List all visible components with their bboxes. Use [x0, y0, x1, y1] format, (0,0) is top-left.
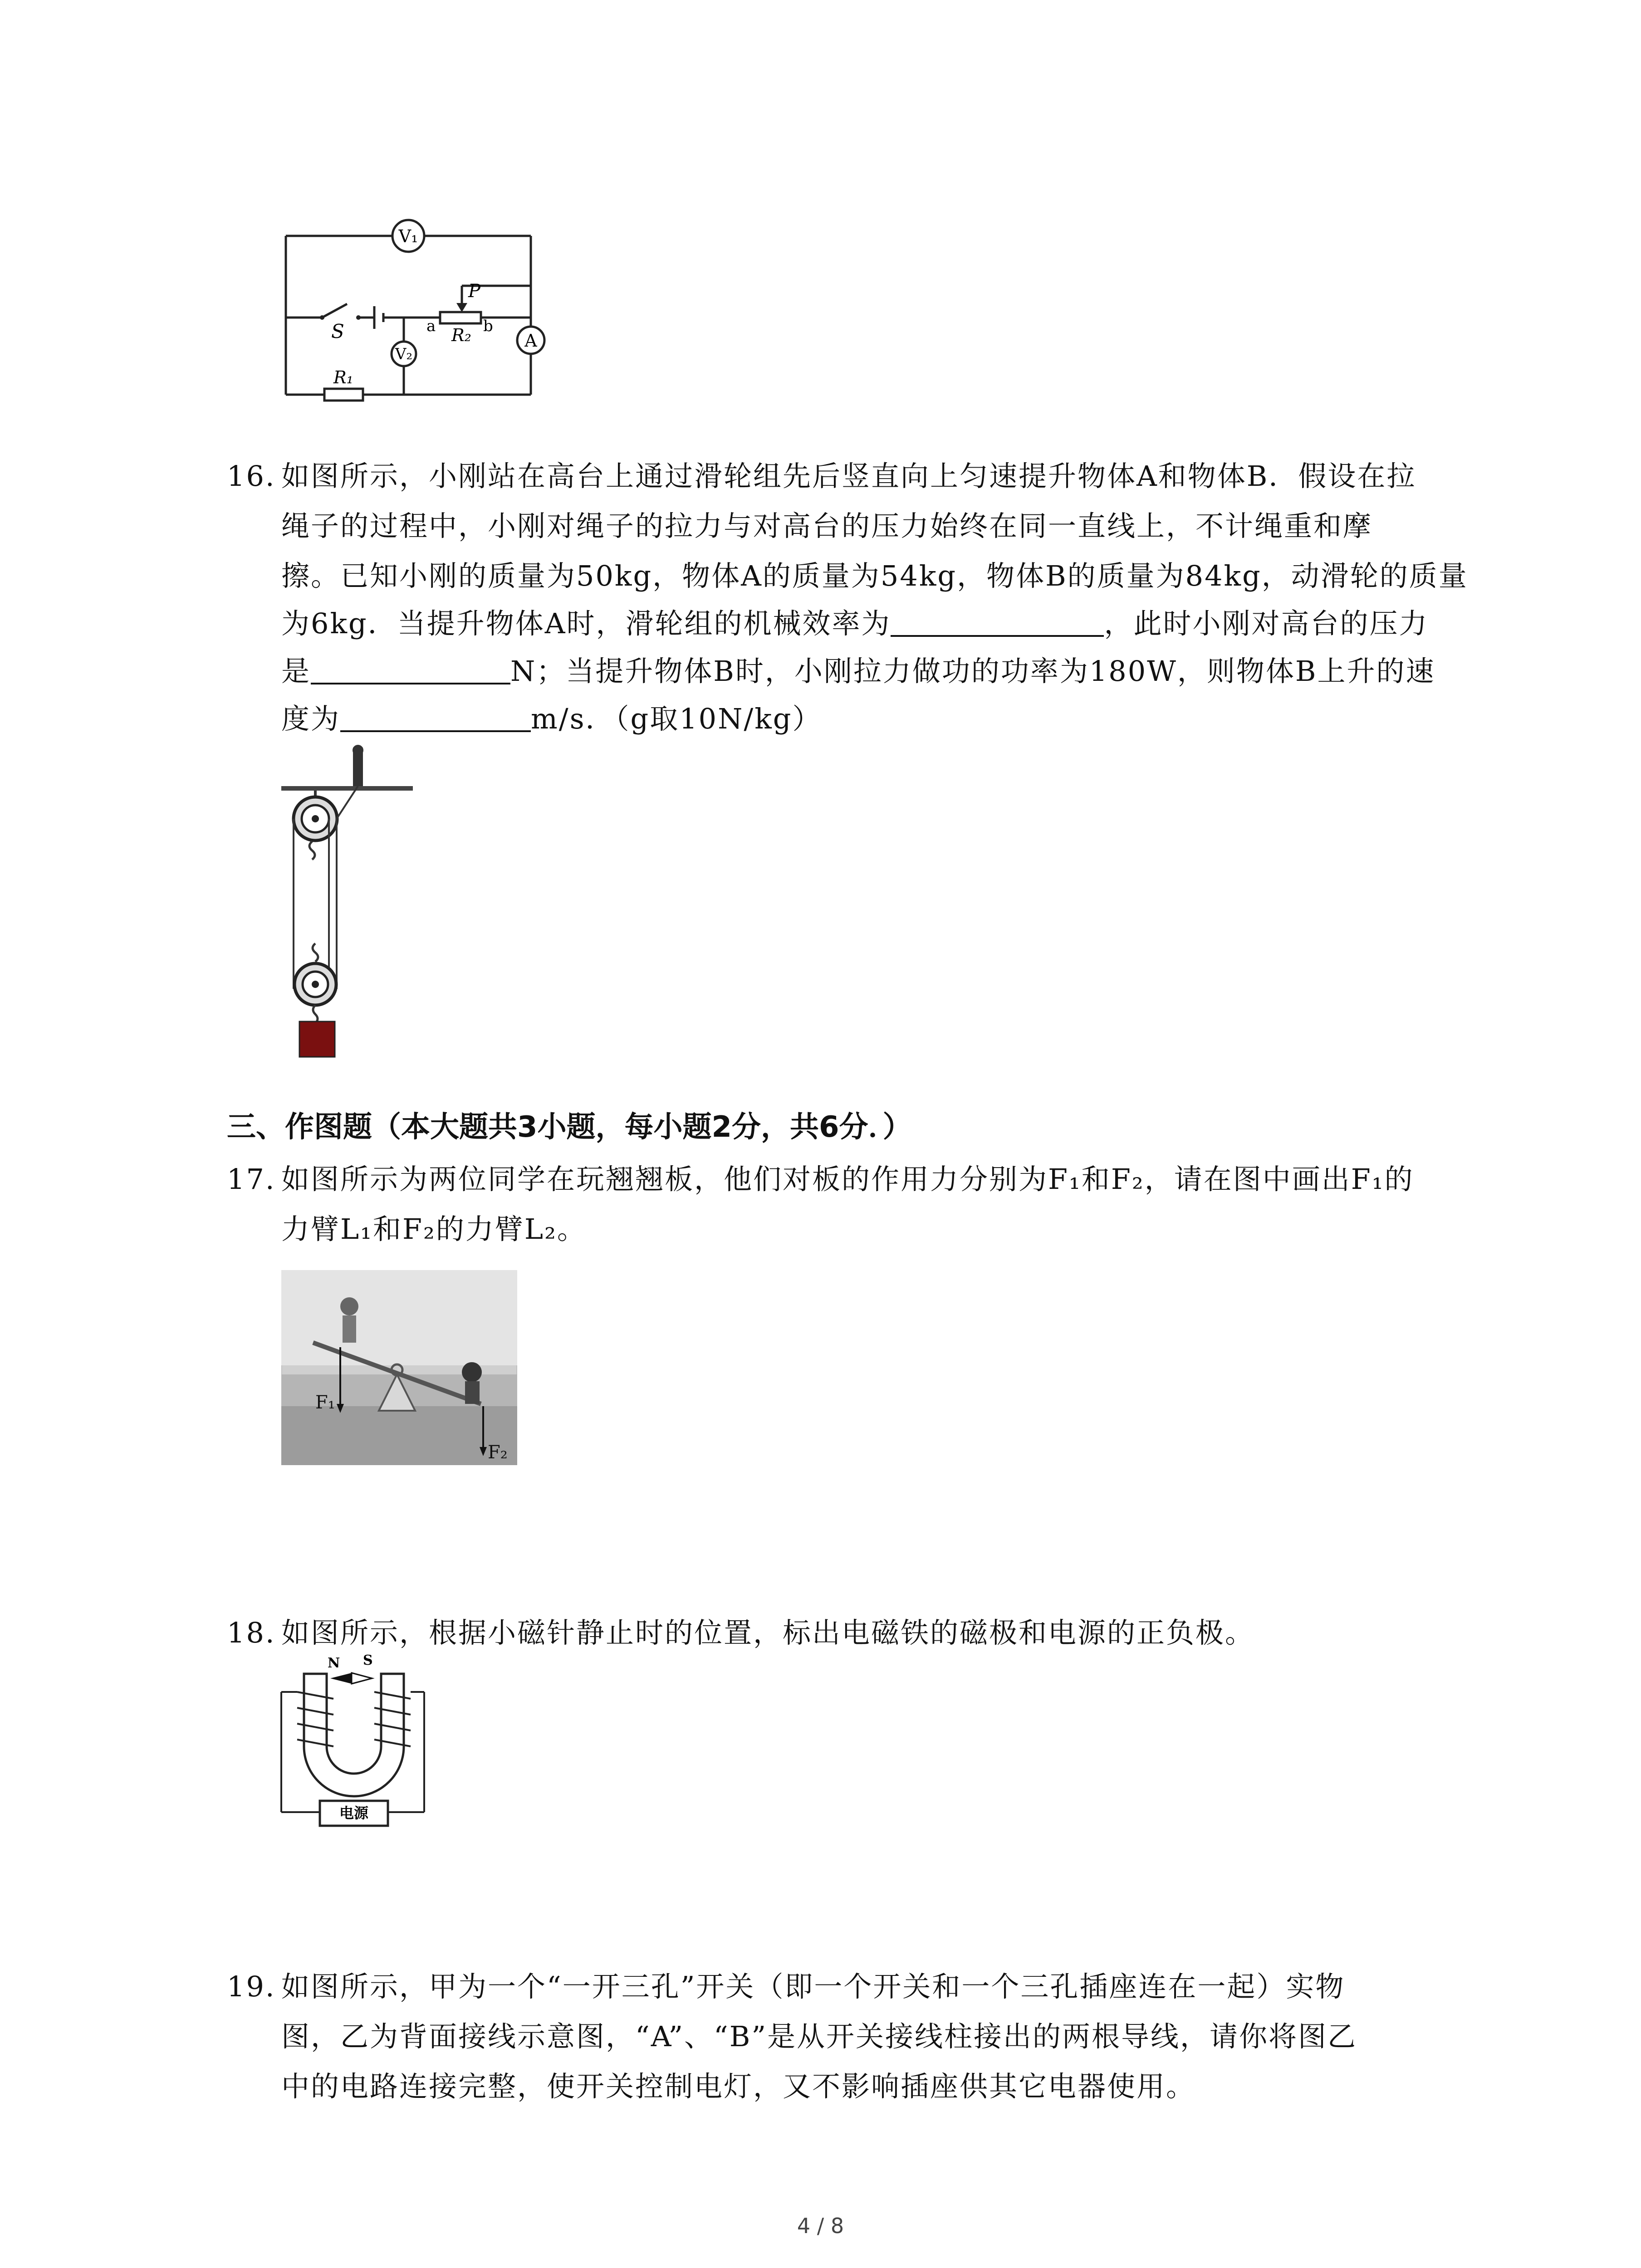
q18-number: 18. [227, 1616, 276, 1649]
q16-number: 16. [227, 459, 276, 493]
terminal-b-label: b [483, 317, 493, 335]
pulley-diagram [277, 744, 422, 1061]
answer-blank-efficiency[interactable] [891, 603, 1104, 637]
q19-number: 19. [227, 1970, 276, 2003]
q16-line4: 为6kg．当提升物体A时，滑轮组的机械效率为 ，此时小刚对高台的压力 [281, 599, 1506, 649]
electromagnet-diagram [277, 1651, 431, 1842]
f2-label: F₂ [488, 1442, 508, 1463]
q19-line2: 图，乙为背面接线示意图，“A”、“B”是从开关接线柱接出的两根导线，请你将图乙 [281, 2020, 1357, 2053]
page-number: 4 / 8 [797, 2214, 844, 2238]
v1-label: V₁ [398, 226, 418, 246]
slider-label: P [468, 281, 480, 302]
needle-n-label: N [328, 1655, 340, 1671]
seesaw-image [281, 1270, 517, 1465]
q16-line5: 是 N；当提升物体B时，小刚拉力做功的功率为180W，则物体B上升的速 [281, 646, 1506, 696]
v2-label: V₂ [395, 345, 413, 363]
q16-line1: 16. 如图所示，小刚站在高台上通过滑轮组先后竖直向上匀速提升物体A和物体B．假设在拉 [227, 451, 1452, 501]
circuit-diagram [272, 213, 554, 404]
needle-s-label: S [363, 1652, 373, 1668]
switch-label: S [331, 320, 344, 342]
f1-label: F₁ [315, 1392, 335, 1413]
answer-blank-speed[interactable] [340, 699, 531, 732]
q19-line3: 中的电路连接完整，使开关控制电灯，又不影响插座供其它电器使用。 [281, 2070, 1196, 2103]
terminal-a-label: a [426, 317, 436, 335]
q16-line6: 度为 m/s．（g取10N/kg） [281, 694, 1506, 744]
q16-line2: 绳子的过程中，小刚对绳子的拉力与对高台的压力始终在同一直线上，不计绳重和摩 [281, 509, 1373, 543]
r2-label: R₂ [451, 325, 471, 345]
q17-line1: 17. 如图所示为两位同学在玩翘翘板，他们对板的作用力分别为F₁和F₂，请在图中画出F₁的 [227, 1154, 1452, 1204]
power-source-label: 电源 [339, 1804, 369, 1822]
q17-number: 17. [227, 1163, 276, 1196]
q19-line1: 19. 如图所示，甲为一个“一开三孔”开关（即一个开关和一个三孔插座连在一起）实物 [227, 1962, 1452, 2012]
q18-line1: 18. 如图所示，根据小磁针静止时的位置，标出电磁铁的磁极和电源的正负极。 [227, 1608, 1452, 1658]
answer-blank-pressure[interactable] [311, 651, 510, 684]
section-heading: 三、作图题（本大题共3小题，每小题2分，共6分．） [227, 1110, 912, 1144]
ammeter-label: A [524, 331, 537, 351]
q17-line2: 力臂L₁和F₂的力臂L₂。 [281, 1212, 587, 1246]
r1-label: R₁ [333, 367, 353, 387]
q16-line3: 擦。已知小刚的质量为50kg，物体A的质量为54kg，物体B的质量为84kg，动滑轮的质量 [281, 559, 1468, 592]
